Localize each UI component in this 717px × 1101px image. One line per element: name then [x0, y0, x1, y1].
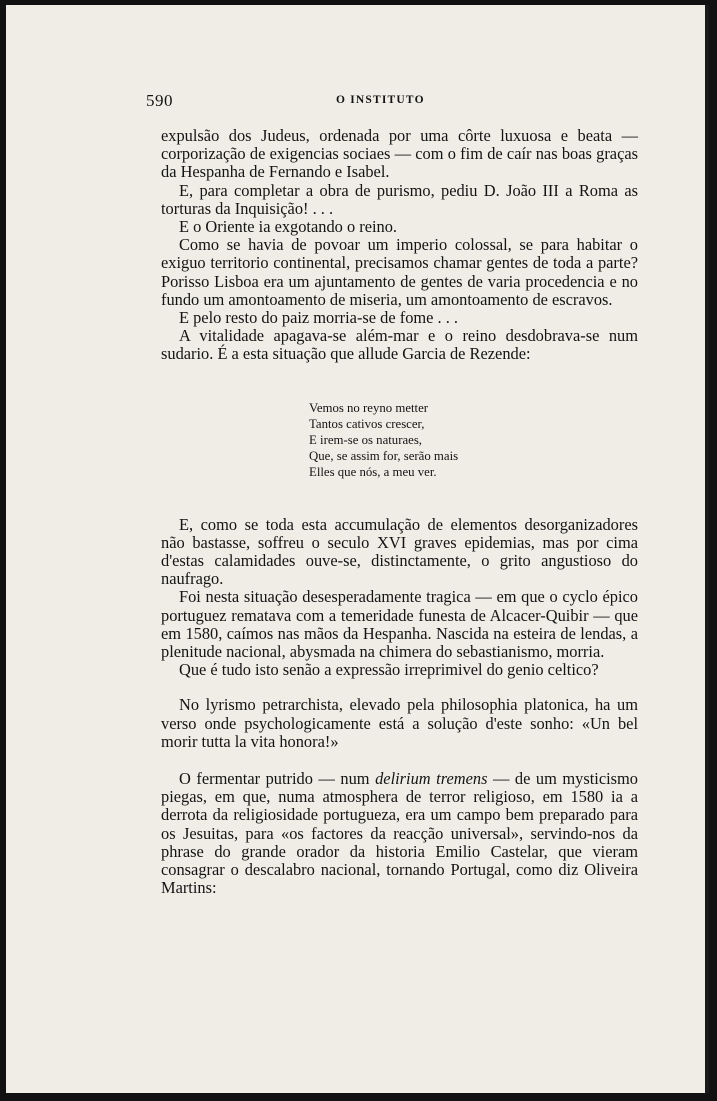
paragraph: E, como se toda esta accumulação de elementos desorganizadores não bastasse, soffreu o seculo XVI graves epidemias, mas por cima d'estas calamidades ouve-se, distinctamente, o grito angustioso do naufrago. — [161, 514, 638, 589]
text-run: O fermentar putrido — num — [179, 769, 376, 789]
verse-line: Tantos cativos crescer, — [309, 416, 425, 431]
page-header — [6, 91, 705, 115]
verse-line: Que, se assim for, serão mais — [309, 448, 459, 463]
verse-line: Elles que nós, a meu ver. — [309, 464, 437, 479]
verse-line: E irem-se os naturaes, — [309, 432, 422, 447]
page-number: 590 — [146, 91, 173, 110]
verse-line: Vemos no reyno metter — [309, 400, 429, 415]
paragraph: expulsão dos Judeus, ordenada por uma côrte luxuosa e beata — corporização de exigencias sociaes — com o fim de caír nas boas graças da Hespanha de Fernando e Isabel. — [161, 126, 638, 182]
book-page — [6, 5, 709, 1093]
paragraph: E o Oriente ia exgotando o reino. — [179, 217, 398, 237]
paragraph: E, para completar a obra de purismo, pediu D. João III a Roma as torturas da Inquisição! . . . — [161, 180, 638, 218]
text-run: — de um mysticismo piegas, em que, numa atmosphera de terror religioso, em 1580 ia a derrota da religiosidade portugueza, era um campo bem preparado para os Jesuitas, para «os factores da reacção universal», servindo-nos da phrase do grande orador da historia Emilio Castelar, que vieram consagrar o descalabro nacional, tornando Portugal, como diz Oliveira Martins: — [161, 769, 638, 898]
paragraph: A vitalidade apagava-se além-mar e o reino desdobrava-se num sudario. É a esta situação que allude Garcia de Rezende: — [161, 326, 638, 364]
section-gap — [161, 751, 638, 770]
body-text — [161, 127, 638, 898]
verse-quote — [309, 400, 638, 480]
paragraph: Como se havia de povoar um imperio colossal, se para habitar o exiguo territorio continental, precisamos chamar gentes de toda a parte? Porisso Lisboa era um ajuntamento de gentes de varia procedencia e no fundo um amontoamento de miseria, um amontoamento de escravos. — [161, 235, 638, 309]
paragraph: Foi nesta situação desesperadamente tragica — em que o cyclo épico portuguez rematava com a temeridade funesta de Alcacer-Quibir — que em 1580, caímos nas mãos da Hespanha. Nascida na esteira de lendas, a plenitude nacional, abysmada na chimera do sebastianismo, morria. — [161, 587, 638, 662]
italic-phrase: delirium tremens — [375, 769, 488, 789]
section-gap — [161, 679, 638, 696]
paragraph: E pelo resto do paiz morria-se de fome . . . — [179, 308, 459, 328]
paragraph — [161, 770, 638, 897]
running-title: O INSTITUTO — [336, 94, 425, 106]
paragraph: No lyrismo petrarchista, elevado pela philosophia platonica, ha um verso onde psychologicamente está a solução d'este sonho: «Un bel morir tutta la vita honora!» — [161, 695, 638, 751]
paragraph: Que é tudo isto senão a expressão irreprimivel do genio celtico? — [179, 660, 599, 680]
